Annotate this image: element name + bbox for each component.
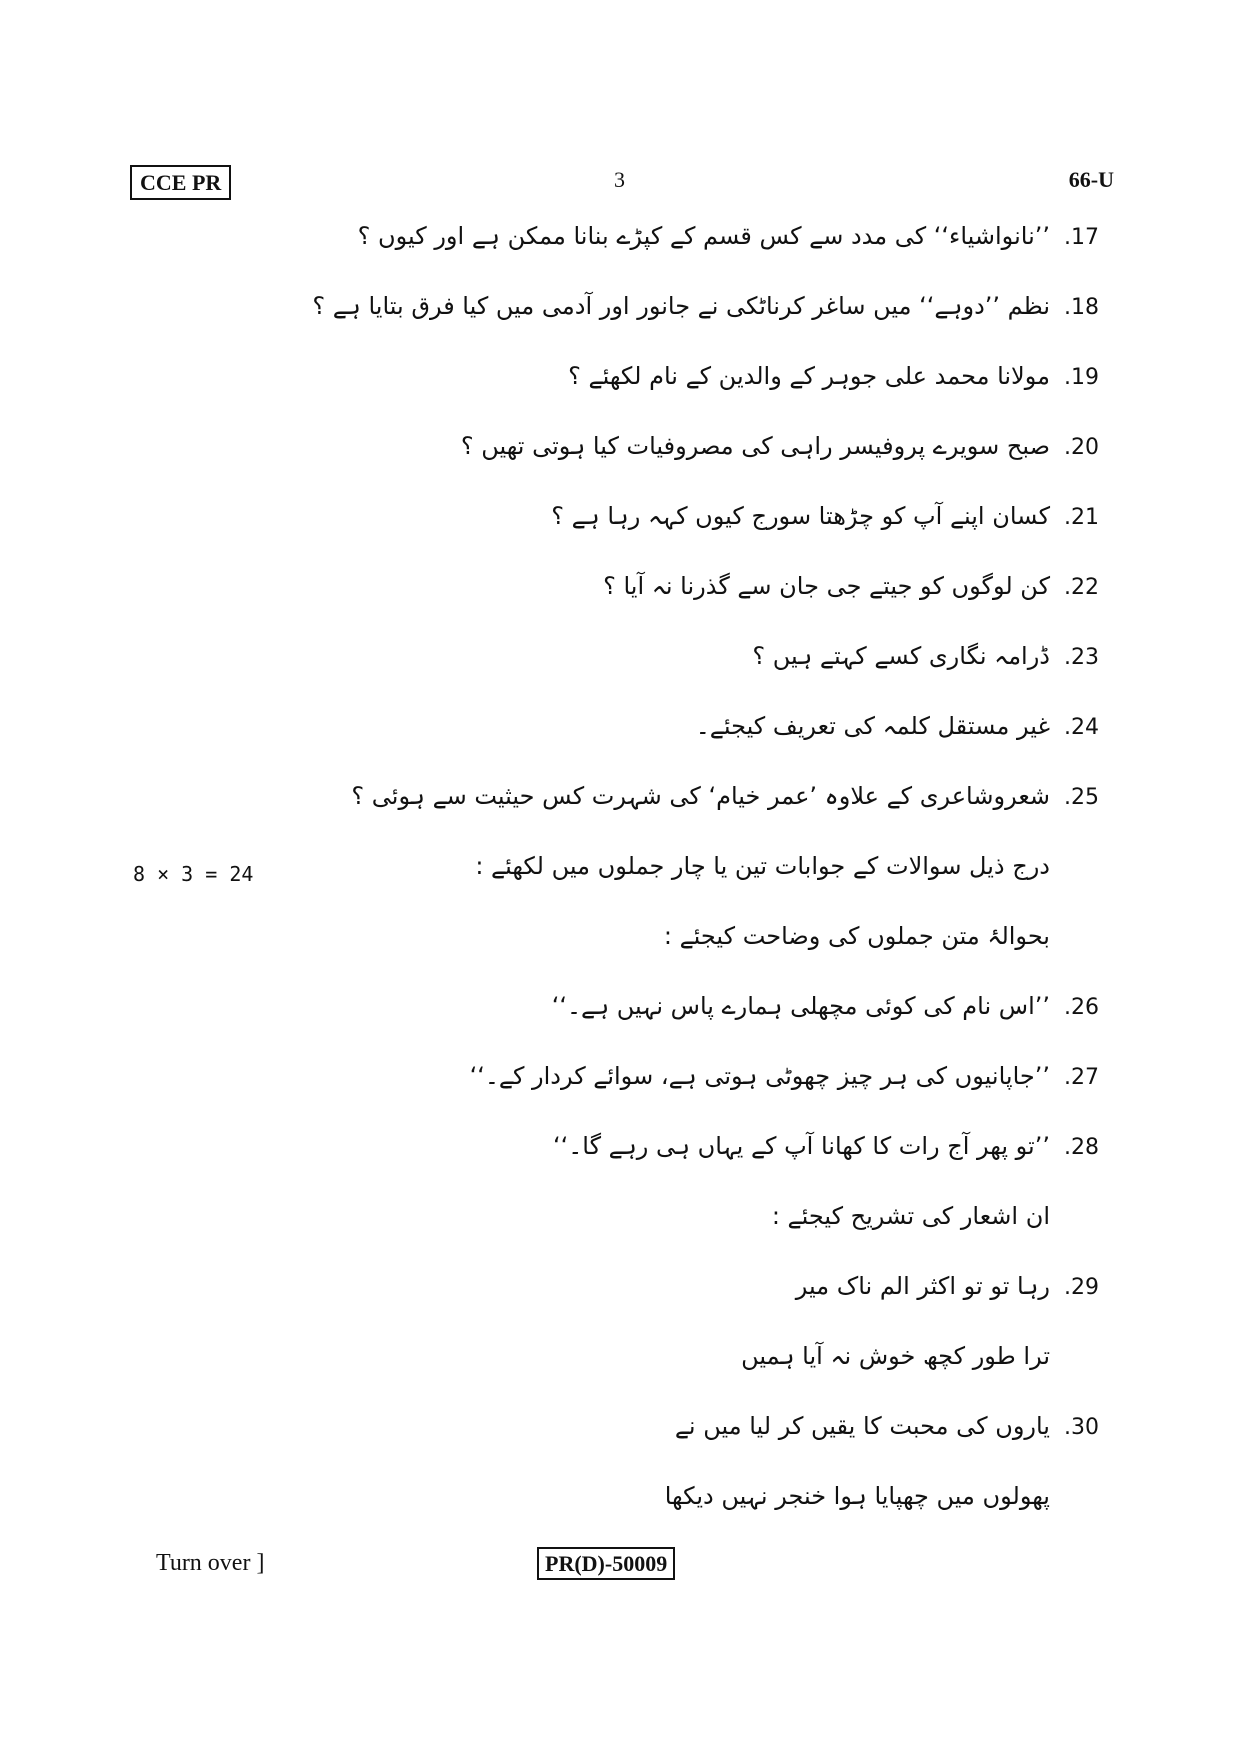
question-number: .22 [1064, 575, 1099, 600]
question-18 [254, 292, 1114, 336]
question-19 [254, 362, 1114, 406]
question-number: .21 [1064, 505, 1099, 530]
question-text: کن لوگوں کو جیتے جی جان سے گذرنا نہ آیا ؟ [603, 572, 1050, 600]
poetry-instruction-row [254, 1202, 1114, 1246]
paper-code: 66-U [1068, 167, 1114, 192]
question-text: غیر مستقل کلمہ کی تعریف کیجئے۔ [695, 712, 1050, 740]
question-number: .30 [1064, 1415, 1099, 1440]
question-number: .17 [1064, 225, 1099, 250]
question-text: ’’اس نام کی کوئی مچھلی ہمارے پاس نہیں ہے۔‘‘ [551, 992, 1050, 1020]
question-22 [254, 572, 1114, 616]
question-text: صبح سویرے پروفیسر راہی کی مصروفیات کیا ہوتی تھیں ؟ [460, 432, 1050, 460]
question-text: ’’جاپانیوں کی ہر چیز چھوٹی ہوتی ہے، سوائے کردار کے۔‘‘ [469, 1062, 1050, 1090]
question-30-line-2 [254, 1482, 1114, 1526]
page-number: 3 [614, 167, 625, 192]
question-number: .24 [1064, 715, 1099, 740]
question-23 [254, 642, 1114, 686]
question-number: .25 [1064, 785, 1099, 810]
question-17 [254, 222, 1114, 266]
question-29-line-2 [254, 1342, 1114, 1386]
verse-line: یاروں کی محبت کا یقیں کر لیا میں نے [674, 1412, 1050, 1440]
question-text: کسان اپنے آپ کو چڑھتا سورج کیوں کہہ رہا ہے ؟ [551, 502, 1050, 530]
verse-line: پھولوں میں چھپایا ہوا خنجر نہیں دیکھا [664, 1482, 1050, 1510]
question-text: ’’نانواشیاء‘‘ کی مدد سے کس قسم کے کپڑے بنانا ممکن ہے اور کیوں ؟ [357, 222, 1050, 250]
question-24 [254, 712, 1114, 756]
question-text: نظم ’’دوہے‘‘ میں ساغر کرناٹکی نے جانور اور آدمی میں کیا فرق بتایا ہے ؟ [312, 292, 1050, 320]
question-25 [254, 782, 1114, 826]
question-21 [254, 502, 1114, 546]
question-number: .29 [1064, 1275, 1099, 1300]
section-instruction-row [254, 852, 1114, 896]
question-28 [254, 1132, 1114, 1176]
question-number: .23 [1064, 645, 1099, 670]
verse-line: رہا تو تو اکثر الم ناک میر [795, 1272, 1050, 1300]
sub-instruction: بحوالۂ متن جملوں کی وضاحت کیجئے : [663, 922, 1050, 950]
question-text: شعروشاعری کے علاوہ ’عمر خیام‘ کی شہرت کس حیثیت سے ہوئی ؟ [351, 782, 1050, 810]
question-number: .26 [1064, 995, 1099, 1020]
sub-instruction-row [254, 922, 1114, 966]
section-marks: 8 × 3 = 24 [133, 862, 254, 886]
poetry-instruction: ان اشعار کی تشریح کیجئے : [771, 1202, 1050, 1230]
question-29 [254, 1272, 1114, 1316]
question-text: مولانا محمد علی جوہر کے والدین کے نام لکھئے ؟ [568, 362, 1050, 390]
question-27 [254, 1062, 1114, 1106]
footer-code-box: PR(D)-50009 [537, 1547, 675, 1580]
question-text: ’’تو پھر آج رات کا کھانا آپ کے یہاں ہی رہے گا۔‘‘ [552, 1132, 1050, 1160]
question-number: .18 [1064, 295, 1099, 320]
exam-code-box: CCE PR [130, 165, 231, 200]
question-number: .19 [1064, 365, 1099, 390]
turn-over-note: Turn over ] [156, 1550, 265, 1576]
question-30 [254, 1412, 1114, 1456]
question-number: .20 [1064, 435, 1099, 460]
question-number: .27 [1064, 1065, 1099, 1090]
question-26 [254, 992, 1114, 1036]
verse-line: ترا طور کچھ خوش نہ آیا ہمیں [741, 1342, 1050, 1370]
section-instruction: درج ذیل سوالات کے جوابات تین یا چار جملوں میں لکھئے : [475, 852, 1050, 880]
question-text: ڈرامہ نگاری کسے کہتے ہیں ؟ [752, 642, 1050, 670]
question-20 [254, 432, 1114, 476]
question-number: .28 [1064, 1135, 1099, 1160]
